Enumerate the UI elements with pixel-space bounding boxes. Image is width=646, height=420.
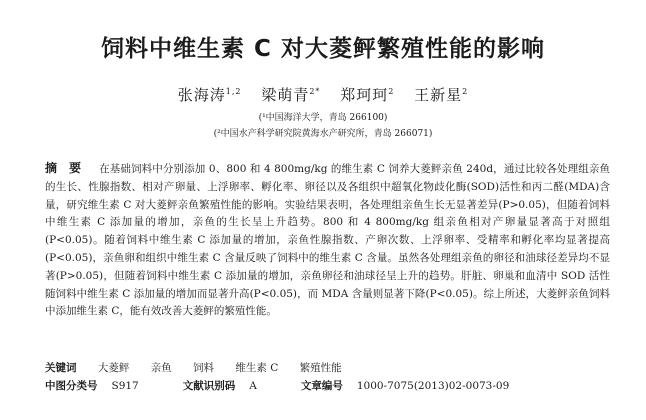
abstract-label: 摘 要	[45, 161, 82, 175]
author-affiliation-mark: 1,2	[225, 87, 242, 96]
article-number-value: 1000-7075(2013)02-0073-09	[356, 380, 510, 392]
doc-code-value: A	[249, 380, 257, 392]
keyword: 亲鱼	[150, 362, 172, 374]
clc-value: S917	[111, 380, 139, 392]
keywords-label: 关键词	[45, 362, 77, 374]
author-name: 郑珂珂	[340, 86, 389, 104]
affiliation-1: (¹中国海洋大学，青岛 266100)	[258, 113, 388, 123]
classification-line	[45, 378, 610, 394]
author-affiliation-mark: 2	[388, 87, 395, 96]
affiliation-2: (²中国水产科学研究院黄海水产研究所，青岛 266071)	[213, 129, 433, 139]
doc-code-label: 文献识别码	[182, 380, 236, 392]
author-name: 张海涛	[177, 86, 226, 104]
author-name: 梁萌青	[261, 86, 310, 104]
keyword: 大菱鲆	[97, 362, 130, 374]
keyword: 维生素 C	[235, 362, 279, 374]
author-affiliation-mark: 2*	[309, 87, 321, 96]
keywords-line	[45, 360, 610, 376]
author-affiliation-mark: 2	[462, 87, 469, 96]
abstract-text: 在基础饲料中分别添加 0、800 和 4 800mg/kg 的维生素 C 饲养大菱鲆亲鱼 240d，通过比较各处理组亲鱼的生长、性腺指数、相对产卵量、上浮卵率、孵化率、卵径以及各组织中超氧化物歧化酶(SOD)活性和丙二醛(MDA)含量，研究维生素 C 对大菱鲆亲鱼繁殖性能的影响。实验结果表明，各处理组亲鱼生长无显著差异(P>0.05)，但随着饲料中维生素 C 添加量的增加，亲鱼的生长呈上升趋势。800 和 4 800mg/kg 组亲鱼相对产卵量显著高于对照组(P<0.05)。随着饲料中维生素 C 添加量的增加，亲鱼性腺指数、产卵次数、上浮卵率、受精率和孵化率均显著提高(P<0.05)，亲鱼卵和组织中维生素 C 含量反映了饲料中的维生素 C 含量。虽然各处理组亲鱼的卵径和油球径差异均不显著(P>0.05)，但随着饲料中维生素 C 添加量的增加，亲鱼卵径和油球径呈上升的趋势。肝脏、卵巢和血清中 SOD 活性随饲料中维生素 C 添加量的增加而显著升高(P<0.05)，而 MDA 含量则显著下降(P<0.05)。综上所述，大菱鲆亲鱼饲料中添加维生素 C，能有效改善大菱鲆的繁殖性能。	[45, 163, 610, 318]
author-name: 王新星	[414, 86, 463, 104]
author-list	[0, 84, 646, 105]
keyword: 饲料	[193, 362, 215, 374]
article-number-label: 文章编号	[300, 380, 343, 392]
abstract	[45, 160, 610, 321]
paper-title: 饲料中维生素 C 对大菱鲆繁殖性能的影响	[101, 36, 545, 62]
clc-label: 中图分类号	[45, 380, 98, 392]
keyword: 繁殖性能	[299, 362, 342, 374]
